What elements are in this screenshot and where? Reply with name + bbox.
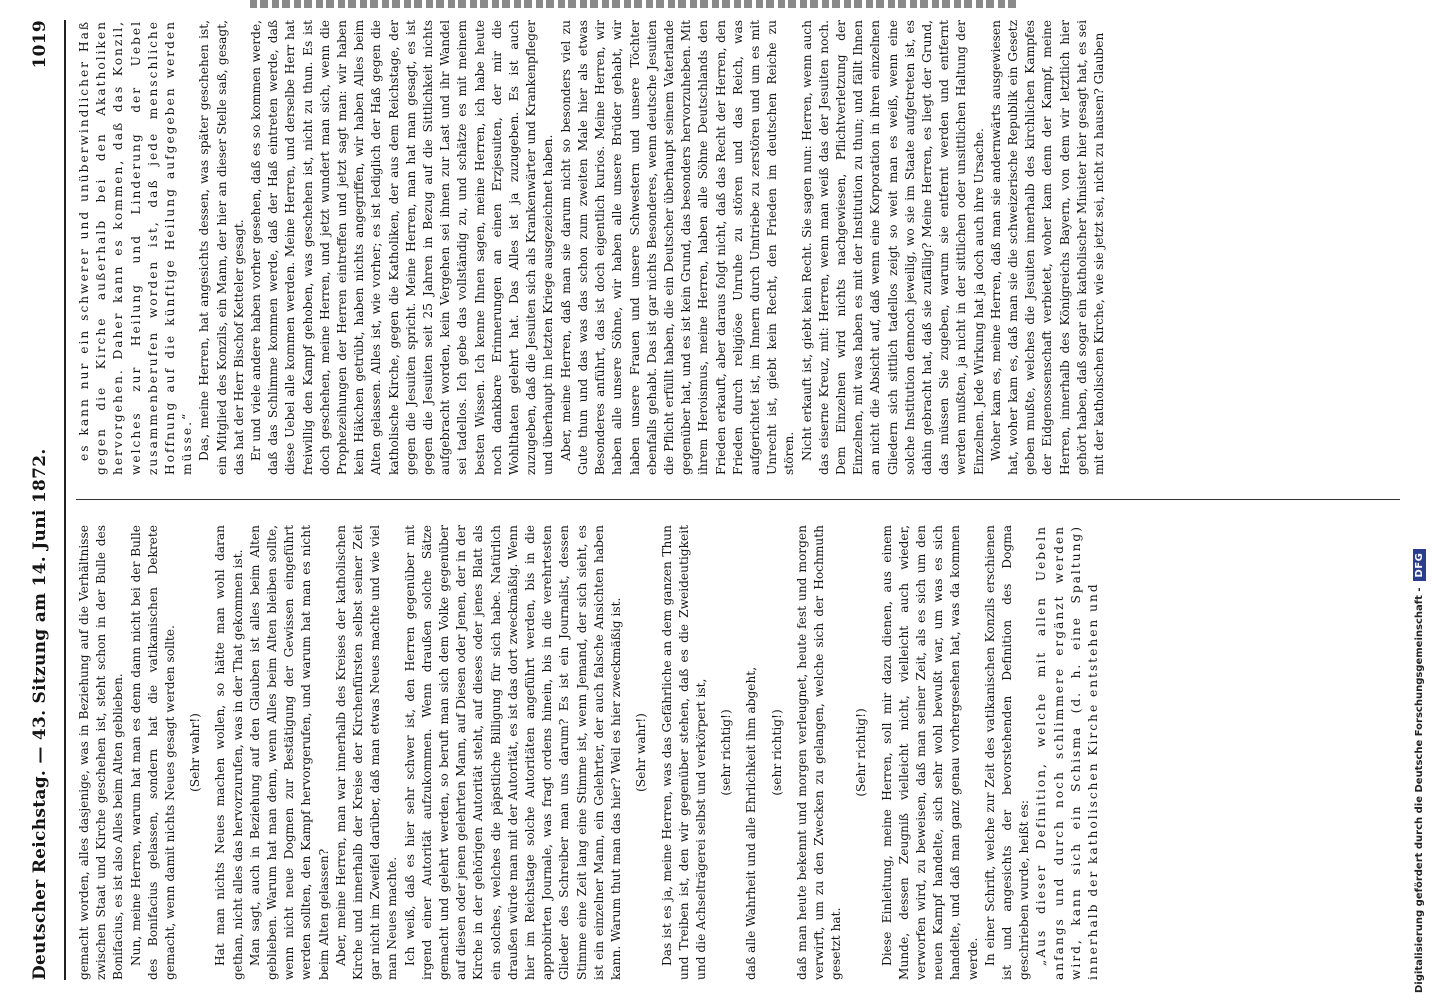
rotated-newspaper-page bbox=[20, 20, 1400, 980]
paragraph: In einer Schrift, welche zur Zeit des vatikanischen Konzils erschienen ist und angesichts der bevorstehenden Definition des Dogma geschrieben wurde, heißt es: bbox=[982, 525, 1032, 980]
paragraph: Das ist es ja, meine Herren, was das Gefährliche an dem ganzen Thun und Treiben ist, den wir gegenüber stehen, daß es die Zweideutigkeit und die Achselträgerei selbst und verkörpert ist, bbox=[659, 525, 708, 980]
paragraph: Hat man nichts Neues machen wollen, so hätte man wohl daran gethan, nicht alles das hervorzurufen, was in der That gekommen ist. bbox=[213, 525, 245, 980]
paragraph: Nicht erkauft ist, giebt kein Recht. Sie sagen nun: Herren, wenn auch das eiserne Kreuz, mit: Herren, wenn man weiß das der Jesuiten noch. Dem Einzelnen wird nichts nachgewiesen, Pflichtverletzung der Einzelnen, mit was haben es mit der Institution zu thun; und fällt Ihnen an nicht die Absicht auf, daß wenn eine Korporation in ihren einzelnen Gliedern sich sittlich tadellos zeigt so weit man es weiß, wenn eine solche Institution dennoch jeweilig, wo sie im Staate aufgetreten ist, es dahin gebracht hat, daß sie zufällig? Meine Herren, es liegt der Grund, das müssen Sie zugeben, warum sie entfernt werden und entfernt werden mußten, ja nicht in der sittlichen oder unsittlichen Haltung der Einzelnen. Jede Wirkung hat ja doch auch ihre Ursache. bbox=[799, 20, 986, 475]
paragraph: Das, meine Herren, hat angesichts dessen, was später geschehen ist, ein Mitglied des Konzils, ein Mann, der hier an dieser Stelle saß, gesagt, das hat der Herr Bischof Ketteler gesagt. bbox=[197, 20, 246, 475]
paragraph: daß man heute bekennt und morgen verleugnet, heute fest und morgen verwirft, um zu den Zwecken zu gelangen, welche sich der Hochmuth gesetzt hat. bbox=[794, 525, 844, 980]
paragraph: Man sagt, auch in Beziehung auf den Glauben ist alles beim Alten geblieben. Warum hat man denn, wenn Alles beim Alten bleiben sollte, wenn nicht neue Dogmen zur Bestätigung der Gewissen eingeführt werden sollten, den Kampf hervorgerufen, und warum hat man es nicht beim Alten gelassen? bbox=[247, 525, 331, 980]
paragraph: Aber, meine Herren, man war innerhalb des Kreises der katholischen Kirche und innerhalb der Kreise der Kirchenfürsten selbst seiner Zeit gar nicht im Zweifel darüber, daß man etwas Neues machte und wie viel man Neues machte. bbox=[333, 525, 400, 980]
paragraph: gemacht worden, alles dasjenige, was in Beziehung auf die Verhältnisse zwischen Staat und Kirche geschehen ist, steht schon in der Bulle des Bonifacius, es ist also Alles beim Alten geblieben. bbox=[77, 525, 126, 980]
interjection: (sehr richtig!) bbox=[769, 709, 784, 796]
interjection: (Sehr wahr!) bbox=[188, 713, 203, 792]
dfg-logo: DFG bbox=[1413, 549, 1426, 582]
running-head-title: Deutscher Reichstag. — 43. Sitzung am 14. Juni 1872. bbox=[30, 448, 50, 980]
interjection: (Sehr richtig!) bbox=[854, 708, 869, 797]
right-column bbox=[76, 20, 1400, 475]
page-number: 1019 bbox=[30, 20, 50, 69]
running-head bbox=[20, 20, 60, 980]
paragraph: Nun, meine Herren, warum hat man es denn dann nicht bei der Bulle des Bonifacius gelassen, sondern hat die vatikanischen Dekrete gemacht, wenn damit nichts Neues gesagt werden sollte. bbox=[128, 525, 178, 980]
paragraph: Diese Einleitung, meine Herren, soll mir dazu dienen, aus einem Munde, dessen Zeugniß vielleicht nicht, vielleicht auch wieder, verworfen wird, zu beweisen, daß man seiner Zeit, als es sich um den neuen Kampf handelte, sich sehr wohl bewußt war, um was es sich handelte, und daß man ganz genau vorhergesehen hat, was da kommen werde. bbox=[879, 525, 980, 980]
paragraph: Aber, meine Herren, daß man sie darum nicht so besonders viel zu Gute thun und das was das schon zum zweiten Male hier als etwas Besonderes anführt, das ist doch eigentlich kurios. Meine Herren, wir haben alle unsere Söhne, wir haben alle unsere Brüder gehabt, wir haben unsere Frauen und unsere Schwestern und unsere Töchter ebenfalls gehabt. Das ist gar nichts Besonderes, wenn deutsche Jesuiten die Pflicht erfüllt haben, die ein Deutscher überhaupt seinem Vaterlande gegenüber hat, und es ist kein Grund, das besonders hervorzuheben. Mit ihrem Heroismus, meine Herren, haben alle Söhne Deutschlands den Frieden erkauft, aber daraus folgt nicht, daß das Recht der Herren, den Frieden durch religiöse Unruhe zu stören und das Reich, was aufgerichtet ist, im Innern durch Umtriebe zu zerstören und um es mit Unrecht ist, giebt kein Recht, den Frieden im deutschen Reiche zu stören. bbox=[558, 20, 797, 475]
digitization-credit bbox=[1410, 8, 1428, 993]
paragraph: „Aus dieser Definition, welche mit allen Uebeln anfangs und durch noch schlimmere ergänzt werden wird, kann sich ein Schisma (d. h. eine Spaltung) innerhalb der katholischen Kirche entstehen und bbox=[1034, 525, 1100, 980]
cut-off-text-strip bbox=[250, 0, 1020, 8]
paragraph: Er und viele andere haben vorher gesehen, daß es so kommen werde, daß das Schlimme kommen werde, daß der Haß eintreten werde, daß diese Uebel alle kommen werden. Meine Herren, und derselbe Herr hat freiwillig den Kampf gehoben, was geschehen ist, nicht zu thun. Es ist doch geschehen, meine Herren, und jetzt wundert man sich, wenn die Prophezeihungen der Herren eintreffen und jetzt sagt man: wir haben kein Häkchen getrübt, haben nichts angegriffen, wir haben Alles beim Alten gelassen. Alles ist, wie vorher; es ist lediglich der Haß gegen die katholische Kirche, gegen die Katholiken, der aus dem Reichstage, der gegen die Jesuiten spricht. Meine Herren, man hat man gesagt, es ist gegen die Jesuiten seit 25 Jahren in Bezug auf die Sittlichkeit nichts aufgebracht worden, kein Vergehen sei ihnen zur Last und ihr Wandel sei tadellos. Ich gebe das vollständig zu, und schätze es mit meinem besten Wissen. Ich kenne Ihnen sagen, meine Herren, ich habe heute noch dankbare Erinnerungen an einen Erzjesuiten, der mir die Wohlthaten gelehrt hat. Das Alles ist ja zuzugeben. Es ist auch zuzugeben, daß die Jesuiten sich als Krankenwärter und Krankenpfleger und überhaupt im letzten Kriege ausgezeichnet haben. bbox=[249, 20, 556, 475]
credit-text: Digitalisierung gefördert durch die Deutsche Forschungsgemeinschaft - bbox=[1413, 587, 1425, 993]
header-rule bbox=[64, 20, 66, 980]
paragraph: es kann nur ein schwerer und unüberwindlicher Haß gegen die Kirche außerhalb bei den Akatholiken hervorgehen. Daher kann es kommen, daß das Konzil, welches zur Heilung und Linderung der Uebel zusammenberufen worden ist, daß jede menschliche Hoffnung auf die künftige Heilung aufgegeben werden müsse.“ bbox=[77, 20, 195, 475]
paragraph: Woher kam es, meine Herren, daß man sie andernwärts ausgewiesen hat, woher kam es, daß man sie die schweizerische Republik ein Gesetz geben mußte, welches die Jesuiten innerhalb des kirchlichen Kampfes der Eidgenossenschaft verbietet, woher kam denn der Kampf, meine Herren, innerhalb des Königreichs Bayern, von dem wir letztlich hier gehört haben, daß sogar ein katholischer Minister hier gesagt hat, es sei mit der katholischen Kirche, wie sie jetzt sei, nicht zu hausen? Glauben bbox=[988, 20, 1106, 475]
interjection: (sehr richtig!) bbox=[719, 709, 734, 796]
interjection: (Sehr wahr!) bbox=[634, 713, 649, 792]
paragraph: Ich weiß, daß es hier sehr schwer ist, den Herren gegenüber mit irgend einer Autorität aufzukommen. Wenn draußen solche Sätze gemacht und gelehrt werden, so beruft man sich dem Volke gegenüber auf diesen oder jenen gelehrten Mann, auf Diesen oder Jenen, der in der Kirche in der gehörigen Autorität steht, auf dieses oder jenes Blatt als ein solches, welches die päpstliche Billigung für sich habe. Natürlich draußen würde man mit der Autorität, es ist das dort zweckmäßig. Wenn hier im Reichstage solche Autoritäten angeführt werden, bis in die approbirten Journale, was fragt ordens hinein, bis in die verehrtesten Glieder des Schreiber man uns darum? Es ist ein Journalist, dessen Stimme eine Zeit lang eine Stimme ist, wenn Jemand, der sich sieht, es ist ein einzelner Mann, ein Gelehrter, der auch falsche Ansichten haben kann. Warum thut man das hier? Weil es hier zweckmäßig ist. bbox=[402, 525, 624, 980]
paragraph: daß alle Wahrheit und alle Ehrlichkeit ihm abgeht, bbox=[744, 666, 759, 980]
column-divider bbox=[76, 499, 1400, 500]
left-column bbox=[76, 525, 1400, 980]
